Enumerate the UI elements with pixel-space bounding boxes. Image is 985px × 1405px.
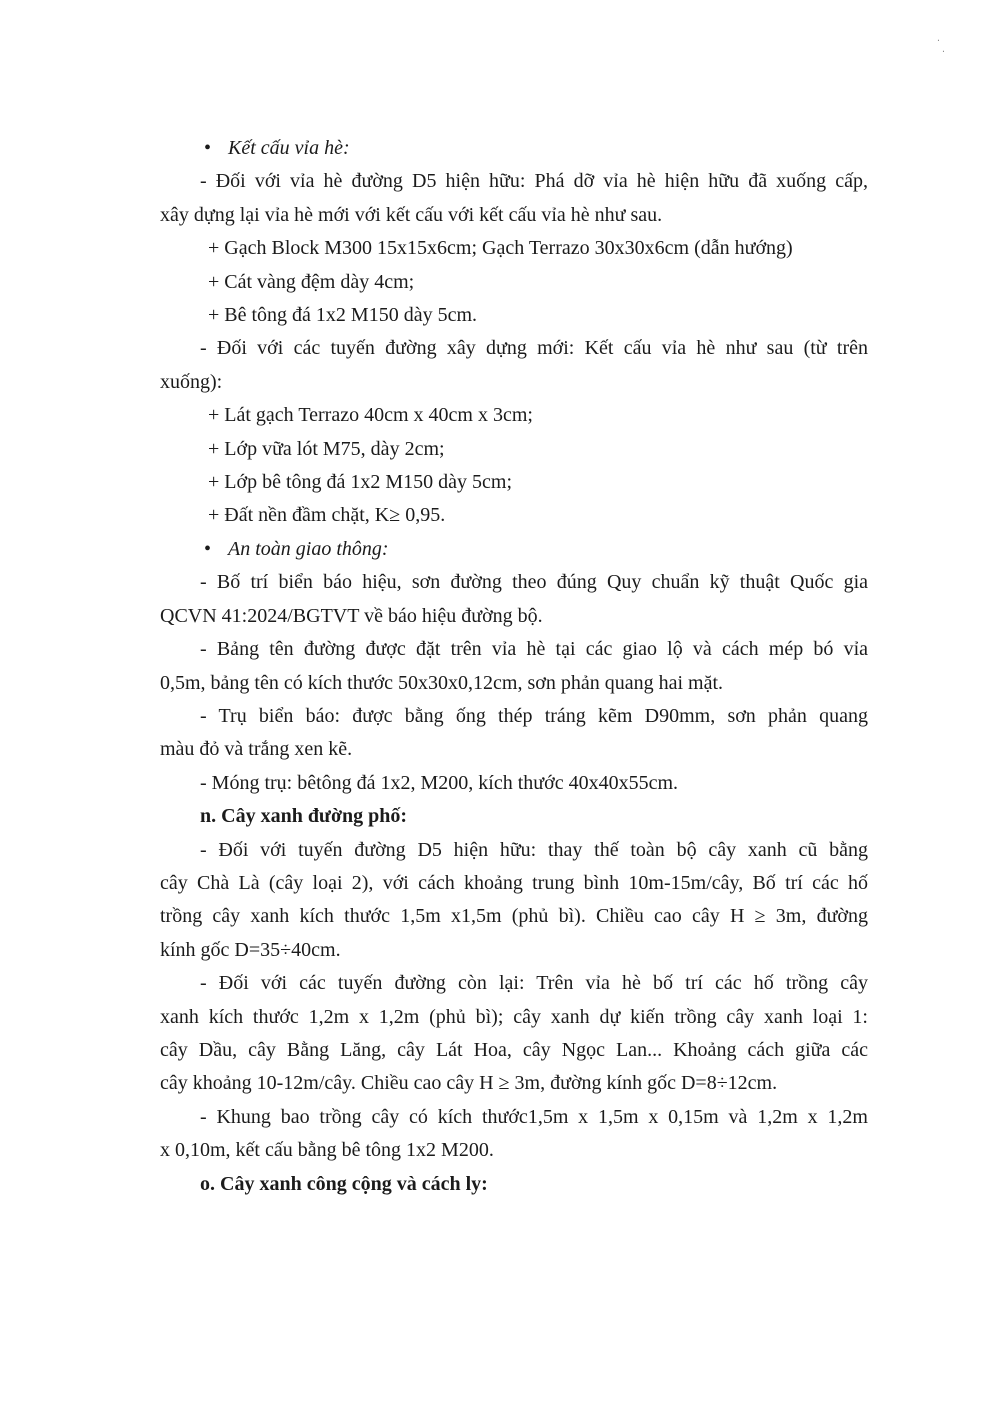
paragraph-line: cây Dầu, cây Bằng Lăng, cây Lát Hoa, cây Ngọc Lan... Khoảng cách giữa các (160, 1038, 868, 1061)
paragraph-line: - Đối với các tuyến đường xây dựng mới: Kết cấu vỉa hè như sau (từ trên (200, 337, 868, 360)
paragraph-line: - Trụ biển báo: được bằng ống thép tráng kẽm D90mm, sơn phản quang (200, 704, 868, 727)
section-heading: n. Cây xanh đường phố: (200, 805, 408, 828)
paragraph-line: - Đối với vỉa hè đường D5 hiện hữu: Phá dỡ vỉa hè hiện hữu đã xuống cấp, (200, 170, 868, 193)
paragraph-line: màu đỏ và trắng xen kẽ. (160, 738, 353, 761)
document-page (160, 132, 868, 1201)
bullet-icon: • (204, 537, 212, 560)
paragraph-line: - Bảng tên đường được đặt trên vỉa hè tại các giao lộ và cách mép bó vỉa (200, 638, 868, 661)
list-subitem: + Lát gạch Terrazo 40cm x 40cm x 3cm; (208, 404, 533, 427)
list-subitem: + Đất nền đầm chặt, K≥ 0,95. (208, 504, 446, 527)
paragraph-line: trồng cây xanh kích thước 1,5m x1,5m (phủ bì). Chiều cao cây H ≥ 3m, đường (160, 905, 868, 928)
paragraph-line: - Đối với các tuyến đường còn lại: Trên vỉa hè bố trí các hố trồng cây (200, 972, 868, 995)
paragraph-line: xây dựng lại vỉa hè mới với kết cấu với kết cấu vỉa hè như sau. (160, 203, 663, 226)
section-heading: o. Cây xanh công cộng và cách ly: (200, 1172, 488, 1195)
paragraph-line: cây khoảng 10-12m/cây. Chiều cao cây H ≥ 3m, đường kính gốc D=8÷12cm. (160, 1072, 778, 1095)
list-subitem: + Bê tông đá 1x2 M150 dày 5cm. (208, 304, 478, 327)
list-subitem: + Cát vàng đệm dày 4cm; (208, 270, 415, 293)
paragraph-line: cây Chà Là (cây loại 2), với cách khoảng trung bình 10m-15m/cây, Bố trí các hố (160, 871, 868, 894)
paragraph-line: xanh kích thước 1,2m x 1,2m (phủ bì); cây xanh dự kiến trồng cây xanh loại 1: (160, 1005, 868, 1028)
paragraph-line: - Bố trí biển báo hiệu, sơn đường theo đúng Quy chuẩn kỹ thuật Quốc gia (200, 571, 868, 594)
paragraph-line: - Móng trụ: bêtông đá 1x2, M200, kích thước 40x40x55cm. (200, 771, 679, 794)
paragraph-line: x 0,10m, kết cấu bằng bê tông 1x2 M200. (160, 1139, 494, 1162)
scan-specks: ‧ ‧ (936, 36, 945, 58)
list-subitem: + Lớp bê tông đá 1x2 M150 dày 5cm; (208, 471, 513, 494)
section-bullet-heading (160, 132, 868, 165)
paragraph-line: - Khung bao trồng cây có kích thước1,5m x 1,5m x 0,15m và 1,2m x 1,2m (200, 1105, 868, 1128)
bullet-icon: • (204, 137, 212, 159)
list-subitem: + Gạch Block M300 15x15x6cm; Gạch Terrazo 30x30x6cm (dẫn hướng) (208, 237, 793, 260)
paragraph-line: xuống): (160, 370, 223, 393)
paragraph-line: - Đối với tuyến đường D5 hiện hữu: thay thế toàn bộ cây xanh cũ bằng (200, 838, 868, 861)
paragraph-line: 0,5m, bảng tên có kích thước 50x30x0,12cm, sơn phản quang hai mặt. (160, 671, 723, 694)
paragraph-line: QCVN 41:2024/BGTVT về báo hiệu đường bộ. (160, 604, 543, 627)
section-title: An toàn giao thông: (228, 537, 389, 560)
section-title: Kết cấu vỉa hè: (228, 137, 350, 159)
paragraph-line: kính gốc D=35÷40cm. (160, 938, 341, 961)
list-subitem: + Lớp vữa lót M75, dày 2cm; (208, 437, 445, 460)
section-bullet-heading (160, 533, 868, 566)
